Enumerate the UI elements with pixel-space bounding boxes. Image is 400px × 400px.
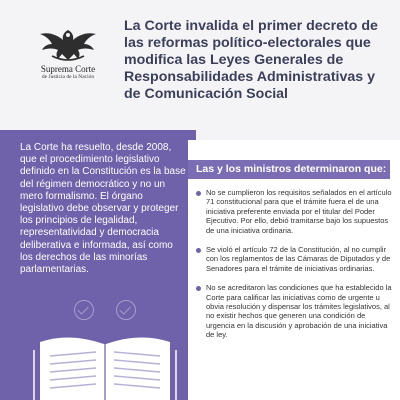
card-heading: Las y los ministros determinaron que:	[188, 160, 390, 179]
logo-name: Suprema Corte	[40, 64, 96, 74]
header	[0, 0, 400, 120]
page-title: La Corte invalida el primer decreto de las reformas político-electorales que modifica las Leyes Generales de Responsabilidades Administrativas y de Comunicación Social	[124, 18, 378, 102]
list-item: No se acreditaron las condiciones que ha establecido la Corte para calificar las iniciativas como de urgente u obvia resolución y dispensar los trámites legislativos, al no existir hechos que generen una condición de urgencia en la discusión y aprobación de una iniciativa de ley.	[196, 283, 392, 339]
check-circle-icon	[116, 300, 136, 320]
bullet-list	[196, 188, 392, 350]
list-item: Se violó el artículo 72 de la Constitución, al no cumplir con los reglamentos de las Cámaras de Diputados y de Senadores para el trámite de iniciativas ordinarias.	[196, 245, 392, 273]
logo-subtitle: de Justicia de la Nación	[41, 74, 95, 80]
open-book-icon	[30, 320, 180, 400]
eagle-seal-icon	[38, 26, 98, 62]
logo	[26, 26, 110, 81]
list-item: No se cumplieron los requisitos señalados en el artículo 71 constitucional para que el trámite fuera el de una iniciativa preferente enviada por el titular del Poder Ejecutivo. Por ello, debió tramitarse bajo los supuestos de una iniciativa ordinaria.	[196, 188, 392, 235]
check-circle-icon	[74, 300, 94, 320]
left-panel-text: La Corte ha resuelto, desde 2008, que el procedimiento legislativo definido en la Constitución es la base del régimen democrático y no un mero formalismo. El órgano legislativo debe observar y proteger los principios de legalidad, representatividad y democracia deliberativa e informada, así como los derechos de las minorías parlamentarias.	[20, 142, 186, 276]
